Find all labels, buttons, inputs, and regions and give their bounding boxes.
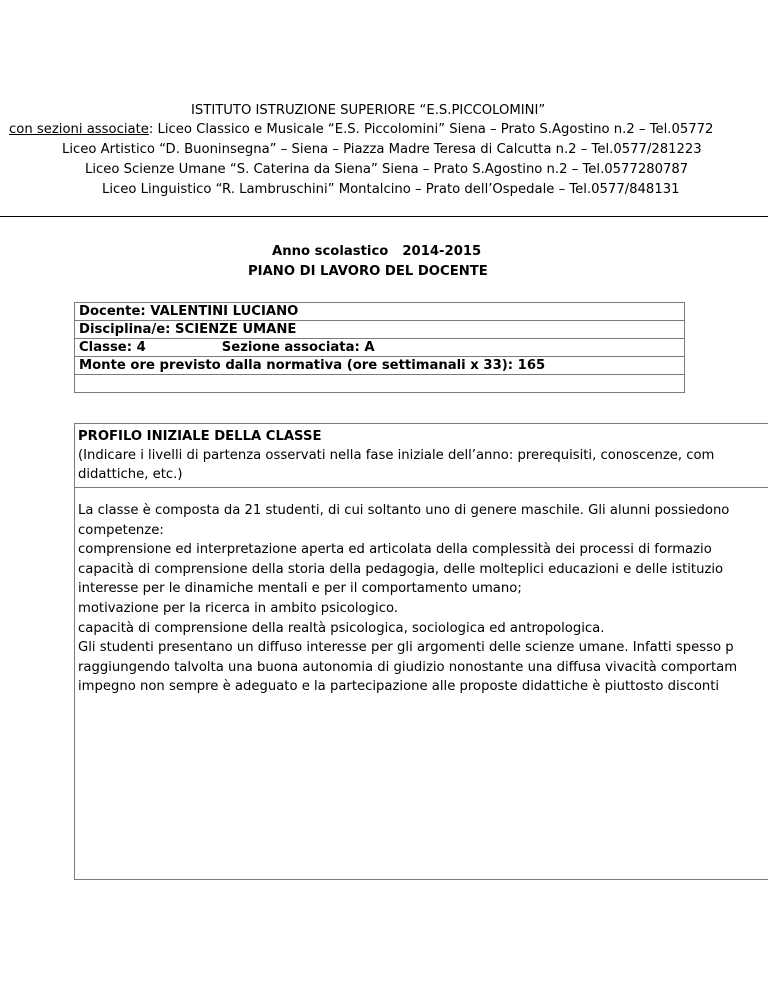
table-row <box>75 357 685 375</box>
class-profile-box <box>74 423 768 880</box>
empty-cell <box>75 375 685 393</box>
disciplina-cell: Disciplina/e: SCIENZE UMANE <box>75 321 685 339</box>
table-row <box>75 303 685 321</box>
school-year <box>272 244 481 259</box>
header-line-liceo-artistico: Liceo Artistico “D. Buoninsegna” – Siena – Piazza Madre Teresa di Calcutta n.2 – Tel.0577/281223 <box>62 142 702 157</box>
profile-text-line: interesse per le dinamiche mentali e per il comportamento umano; <box>78 581 522 597</box>
class-profile-instruction-line: didattiche, etc.) <box>78 467 183 482</box>
profile-text-line: La classe è composta da 21 studenti, di cui soltanto uno di genere maschile. Gli alunni possiedono <box>78 503 730 518</box>
table-row <box>75 339 685 357</box>
header-line-liceo-linguistico: Liceo Linguistico “R. Lambruschini” Montalcino – Prato dell’Ospedale – Tel.0577/848131 <box>102 182 680 197</box>
table-row <box>75 375 685 393</box>
profile-text-line: motivazione per la ricerca in ambito psicologico. <box>78 600 398 616</box>
institute-title: ISTITUTO ISTRUZIONE SUPERIORE “E.S.PICCOLOMINI” <box>191 103 546 118</box>
class-profile-body <box>75 488 768 697</box>
teacher-info-table <box>74 302 685 393</box>
class-profile-instruction-line: (Indicare i livelli di partenza osservati nella fase iniziale dell’anno: prerequisiti, conoscenze, com <box>78 448 715 463</box>
header-line-liceo-scienze-umane: Liceo Scienze Umane “S. Caterina da Siena” Siena – Prato S.Agostino n.2 – Tel.0577280787 <box>85 162 689 177</box>
profile-text-line: impegno non sempre è adeguato e la partecipazione alle proposte didattiche è piuttosto disconti <box>78 679 720 695</box>
header-divider <box>0 216 768 217</box>
profile-text-line: competenze: <box>78 522 164 538</box>
sezione-value: Sezione associata: A <box>221 340 375 355</box>
plan-title: PIANO DI LAVORO DEL DOCENTE <box>248 264 488 279</box>
docente-cell: Docente: VALENTINI LUCIANO <box>75 303 685 321</box>
profile-text-line: capacità di comprensione della storia della pedagogia, delle molteplici educazioni e delle istituzio <box>78 561 724 577</box>
school-year-label: Anno scolastico <box>272 244 389 259</box>
class-profile-header <box>75 424 768 488</box>
profile-text-line: capacità di comprensione della realtà psicologica, sociologica ed antropologica. <box>78 620 605 636</box>
profile-text-line: raggiungendo talvolta una buona autonomia di giudizio nonostante una diffusa vivacità comportam <box>78 659 738 675</box>
school-year-value: 2014-2015 <box>402 244 482 259</box>
classe-cell <box>75 339 685 357</box>
classe-value: Classe: 4 <box>79 340 146 355</box>
associated-sections-text: : Liceo Classico e Musicale “E.S. Piccolomini” Siena – Prato S.Agostino n.2 – Tel.05772 <box>148 122 714 137</box>
associated-sections-label: con sezioni associate <box>9 122 149 137</box>
profile-text-line: comprensione ed interpretazione aperta ed articolata della complessità dei processi di formazio <box>78 542 712 558</box>
table-row <box>75 321 685 339</box>
class-profile-title: PROFILO INIZIALE DELLA CLASSE <box>78 429 322 444</box>
header-line-associated-sections <box>9 122 713 138</box>
profile-text-line: Gli studenti presentano un diffuso interesse per gli argomenti delle scienze umane. Infatti spesso p <box>78 640 734 656</box>
monte-ore-cell: Monte ore previsto dalla normativa (ore settimanali x 33): 165 <box>75 357 685 375</box>
